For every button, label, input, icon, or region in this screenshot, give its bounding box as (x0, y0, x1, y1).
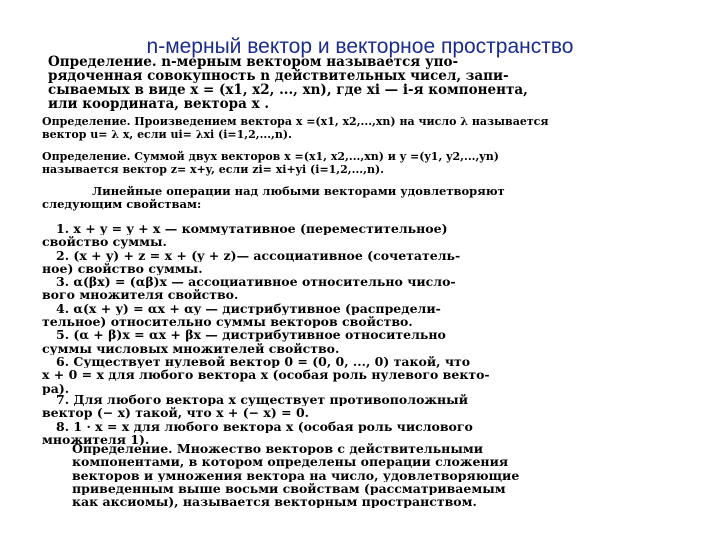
text-line: Определение. Множество векторов с действительными (72, 442, 483, 456)
text-line: векторов и умножения вектора на число, удовлетворяющие (72, 468, 520, 482)
text-line: Определение. Произведением вектора x =(x1, x2,...,xn) на число λ называется (42, 115, 549, 128)
text-line: ра). (42, 381, 70, 395)
definition-vector-space (72, 442, 662, 508)
text-line: сываемых в виде x = (x1, x2, ..., xn), где xi — i-я компонента, (48, 83, 528, 97)
text-line: множителя 1). (42, 432, 150, 447)
text-line: как аксиомы), называется векторным пространством. (72, 495, 477, 509)
text-line: 5. (α + β)x = αx + βx — дистрибутивное относительно (56, 328, 446, 342)
text-line: вектор u= λ x, если ui= λxi (i=1,2,...,n). (42, 128, 292, 141)
text-line: 2. (x + y) + z = x + (y + z)— ассоциативное (сочетатель- (56, 248, 461, 262)
text-line: 1. x + y = y + x — коммутативное (переместительное) (56, 222, 448, 236)
definition-scalar-product (42, 115, 682, 141)
text-line: 4. α(x + y) = αx + αy — дистрибутивное (распредели- (56, 301, 441, 316)
text-line: 6. Существует нулевой вектор 0 = (0, 0, ..., 0) такой, что (56, 355, 471, 369)
text-line: компонентами, в котором определены операции сложения (72, 455, 509, 469)
text-line: называется вектор z= x+y, если zi= xi+yi (i=1,2,...,n). (42, 163, 384, 176)
properties-1-5 (42, 222, 642, 355)
text-line: тельное) относительно суммы векторов свойство. (42, 315, 413, 329)
page-title: n-мерный вектор и векторное пространство (146, 35, 574, 58)
text-line: или координата, вектора x . (48, 97, 270, 111)
text-line: следующим свойствам: (42, 198, 202, 211)
text-line: приведенным выше восьми свойствам (рассматриваемым (72, 481, 506, 496)
text-line: x + 0 = x для любого вектора x (особая роль нулевого векто- (42, 368, 490, 382)
text-line: Линейные операции над любыми векторами удовлетворяют (92, 185, 505, 198)
text-line: Определение. n-мерным вектором называется упо- (48, 55, 459, 69)
definition-n-dimensional-vector (48, 55, 633, 111)
definition-vector-sum (42, 150, 682, 176)
properties-7-8 (42, 393, 622, 446)
text-line: 3. α(βx) = (αβ)x — ассоциативное относительно числo- (56, 275, 456, 289)
property-6 (42, 355, 622, 395)
text-line: вого множителя свойство. (42, 288, 239, 302)
text-line: свойство суммы. (42, 235, 167, 249)
text-line: суммы числовых множителей свойство. (42, 341, 340, 355)
text-line: 7. Для любого вектора x существует противоположный (56, 393, 468, 407)
text-line: 8. 1 · x = x для любого вектора x (особая роль числового (56, 419, 473, 433)
text-line: ное) свойство суммы. (42, 261, 203, 276)
text-line: Определение. Суммой двух векторов x =(x1, x2,...,xn) и y =(y1, y2,...,yn) (42, 150, 499, 163)
linear-operations-intro (42, 185, 682, 211)
text-line: рядоченная совокупность n действительных чисел, запи- (48, 69, 509, 83)
text-line: вектор (− x) такой, что x + (− x) = 0. (42, 406, 310, 420)
